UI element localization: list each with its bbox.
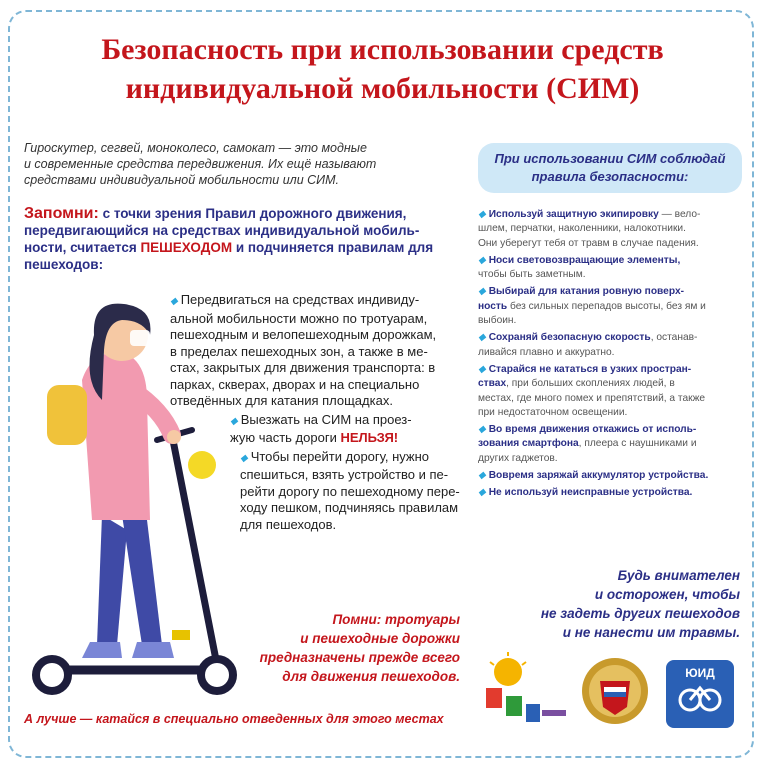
tip-5-rest-1: , при больших скоплениях людей, в (506, 378, 675, 390)
rule-1-line-7: отведённых для катания площадках. (170, 393, 393, 408)
diamond-bullet-icon: ◆ (170, 296, 178, 307)
tip-3-bold-1: Выбирай для катания ровную поверх- (488, 286, 684, 298)
rule-1 (170, 292, 460, 410)
tip-1-rest: — вело- (658, 209, 701, 220)
rule-3-text-1: Чтобы перейти дорогу, нужно (250, 448, 429, 464)
tip-2-bold: Носи световозвращающие элементы, (488, 254, 681, 266)
diamond-bullet-icon: ◆ (478, 209, 486, 220)
tip-6-line-2 (478, 437, 742, 451)
pedestrian-word: ПЕШЕХОДОМ (140, 240, 233, 255)
tip-5 (478, 363, 742, 420)
rule-1-line-6: парках, скверах, дворах и на специально (170, 376, 420, 392)
remember-word: Запомни: (24, 205, 99, 222)
tip-1 (478, 208, 742, 251)
rule-1-line-4: в пределах пешеходных зон, а также в ме- (170, 343, 428, 359)
remember-line-3 (24, 239, 464, 256)
forbidden-word: НЕЛЬЗЯ! (340, 430, 399, 445)
tip-3-line-2 (478, 300, 742, 314)
tip-6-line-3: других гаджетов. (478, 452, 558, 464)
remember-line-1-text: с точки зрения Правил дорожного движения, (98, 206, 407, 221)
tip-3-line-3: выбоин. (478, 315, 517, 327)
rule-1-line-2: альной мобильности можно по тротуарам, (170, 310, 428, 326)
remember-block (24, 205, 464, 273)
intro-line-1: Гироскутер, сегвей, моноколесо, самокат — это модные (24, 141, 367, 155)
caution-line-1: Будь внимателен (617, 568, 740, 583)
diamond-bullet-icon: ◆ (478, 286, 486, 298)
tip-4-rest-1: , останав- (650, 332, 698, 344)
note-line-2: и пешеходные дорожки (300, 631, 460, 646)
caution-line-3: не задеть других пешеходов (540, 606, 740, 621)
remember-line-1 (24, 205, 464, 222)
diamond-bullet-icon: ◆ (478, 363, 486, 375)
rule-2-text-2: жую часть дороги (230, 430, 341, 445)
diamond-bullet-icon: ◆ (478, 487, 486, 499)
rule-2-text-1: Выезжать на СИМ на проез- (240, 411, 412, 427)
diamond-bullet-icon: ◆ (230, 415, 238, 427)
rule-2 (170, 412, 460, 447)
diamond-bullet-icon: ◆ (478, 424, 486, 436)
diamond-bullet-icon: ◆ (478, 470, 486, 482)
tip-7 (478, 469, 742, 483)
remember-line-3c: и подчиняется правилам для (232, 240, 434, 255)
remember-line-2: передвигающийся на средствах индивидуальной мобиль- (24, 223, 420, 238)
page-title (10, 30, 755, 108)
tip-1-bold: Используй защитную экипировку (488, 209, 659, 220)
rule-3-line-3: рейти дорогу по пешеходному пере- (240, 483, 460, 499)
yuid-logo (666, 660, 734, 728)
tip-5-line-4: при недостаточном освещении. (478, 406, 628, 418)
rule-1-line-1 (170, 292, 460, 311)
rule-2-line-2 (230, 430, 460, 447)
tip-6-line-1 (478, 423, 742, 437)
tip-6 (478, 423, 742, 466)
tip-5-line-2 (478, 377, 742, 391)
tip-3 (478, 285, 742, 328)
safety-rules-header (478, 143, 742, 193)
safety-header-line-1: При использовании СИМ соблюдай (494, 151, 726, 166)
rule-2-line-1 (230, 412, 460, 431)
tip-5-line-3: местах, где много помех и препятствий, а также (478, 392, 706, 404)
intro-text (24, 140, 454, 188)
title-line-1: Безопасность при использовании средств (101, 33, 664, 66)
note-line-1: Помни: тротуары (332, 612, 460, 627)
tip-6-bold-1: Во время движения откажись от исполь- (488, 424, 697, 436)
rule-3-line-1 (240, 449, 460, 468)
yuid-bicycle-icon (666, 660, 734, 728)
caution-line-4: и не нанести им травмы. (562, 625, 740, 640)
safety-tips-list (478, 208, 742, 504)
tip-4-line-2: ливайся плавно и аккуратно. (478, 346, 615, 358)
tip-8 (478, 486, 742, 500)
better-note: А лучше — катайся в специально отведенных для этого местах (24, 712, 444, 726)
tip-2-line-2: чтобы быть заметным. (478, 269, 586, 281)
dobraya-doroga-detstva-logo (478, 650, 570, 728)
rule-3-line-2: спешиться, взять устройство и пе- (240, 467, 449, 482)
tip-8-bold: Не используй неисправные устройства. (488, 487, 693, 499)
rules-list (170, 292, 460, 535)
tip-4 (478, 331, 742, 360)
tip-7-line-1 (478, 469, 742, 483)
intro-line-2: и современные средства передвижения. Их ещё называют (24, 157, 377, 171)
remember-line-4: пешеходов: (24, 257, 104, 272)
tip-3-line-1 (478, 285, 742, 299)
yuid-logo-text: ЮИД (685, 666, 715, 680)
tip-1-line-3: Они уберегут тебя от травм в случае падения. (478, 237, 699, 249)
safety-header-line-2: правила безопасности: (531, 169, 689, 184)
note-line-3: предназначены прежде всего (259, 650, 460, 665)
caution-line-2: и осторожен, чтобы (594, 587, 740, 602)
tip-6-rest-1: , плеера с наушниками и (578, 438, 697, 450)
tip-1-line-1 (478, 208, 742, 222)
tip-3-rest-1: без сильных перепадов высоты, без ям и (507, 300, 706, 312)
tip-2 (478, 254, 742, 283)
intro-line-3: средствами индивидуальной мобильности или СИМ. (24, 173, 339, 187)
rule-3-line-5: для пешеходов. (240, 516, 337, 532)
tip-2-line-1 (478, 254, 742, 268)
title-line-2: индивидуальной мобильности (СИМ) (125, 72, 640, 105)
rule-1-line-3: пешеходным и велопешеходным дорожкам, (170, 327, 437, 342)
caution-note (500, 566, 740, 642)
note-line-4: для движения пешеходов. (282, 669, 460, 684)
diamond-bullet-icon: ◆ (478, 254, 486, 266)
tip-5-line-1 (478, 363, 742, 377)
rule-1-text-1: Передвигаться на средствах индивиду- (180, 292, 420, 307)
tip-1-line-2: шлем, перчатки, наколенники, налокотники. (478, 223, 686, 235)
tip-5-bold-2: ствах (478, 378, 507, 390)
tip-5-bold-1: Старайся не кататься в узких простран- (488, 363, 692, 375)
tip-4-line-1 (478, 331, 742, 345)
remember-line-3a: ности, считается (24, 240, 141, 255)
tip-6-bold-2: зования смартфона (478, 438, 579, 450)
rule-3 (170, 449, 460, 534)
diamond-bullet-icon: ◆ (240, 452, 248, 464)
rule-3-line-4: ходу пешком, подчиняясь правилам (240, 500, 459, 515)
tip-3-bold-2: ность (478, 300, 508, 312)
traffic-police-emblem-logo (580, 655, 650, 727)
tip-8-line-1 (478, 486, 742, 500)
remember-note (250, 610, 460, 686)
tip-7-bold: Вовремя заряжай аккумулятор устройства. (488, 470, 709, 482)
tip-4-bold: Сохраняй безопасную скорость (488, 332, 651, 344)
rule-1-line-5: стах, закрытых для движения транспорта: в (170, 360, 436, 375)
diamond-bullet-icon: ◆ (478, 332, 486, 344)
